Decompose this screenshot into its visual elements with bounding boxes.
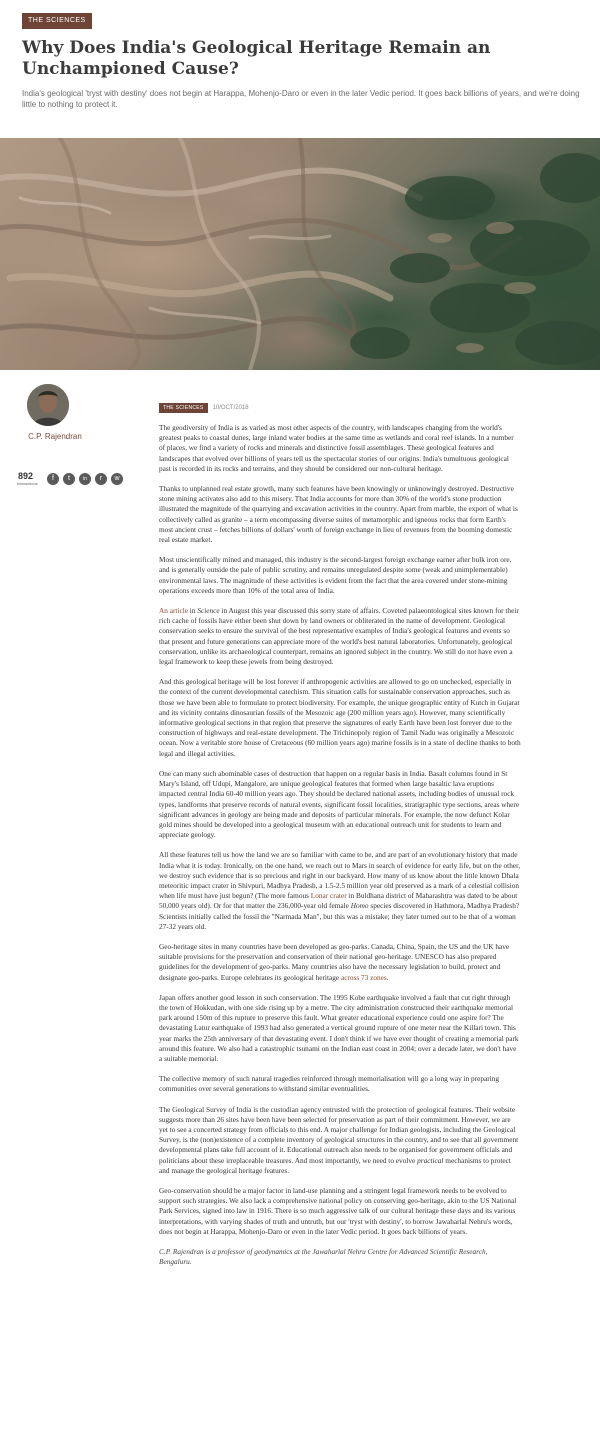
text: in Buldhana district of Maharashtra was dated to be about 50,000 years old). Or for that matter the 236,000-year old female [159, 891, 518, 911]
geoparks-link[interactable]: across 73 zones [340, 972, 387, 982]
share-count: 892 [18, 471, 34, 481]
paragraph [159, 1105, 521, 1176]
share-label: Interactions [17, 481, 38, 486]
linkedin-icon[interactable]: in [79, 473, 91, 485]
lonar-crater-link[interactable]: Lonar crater [310, 891, 347, 901]
article-link[interactable]: An article [159, 606, 188, 616]
emphasis: practical [417, 1155, 444, 1165]
facebook-icon[interactable]: f [47, 473, 59, 485]
emphasis: Science [197, 606, 220, 616]
paragraph: Japan offers another good lesson in such conservation. The 1995 Kobe earthquake involved a fault that cut right through the town of Hokkudan, with one side rising up by a metre. The city administration constructed their earthquake memorial park around 150m of this rupture to preserve this fault. What greater educational experience could one aspire for? The devastating Latur earthquake of 1993 had also generated a vertical ground rupture of one meter near the Killari town. This year marks the 25th anniversary of that devastating event. I don't think if we have ever thought of creating a memorial park around this feature. We also had a catastrophic tsunami on the Indian east coast in 2004; over a decade later, we don't have a suitable memorial. [159, 992, 519, 1063]
author-avatar[interactable] [27, 384, 69, 426]
paragraph [159, 606, 521, 667]
article-title: Why Does India's Geological Heritage Remain an Unchampioned Cause? [22, 38, 491, 79]
publish-date: 10/OCT/2018 [212, 405, 249, 411]
paragraph: Most unscientifically mined and managed, this industry is the second-largest foreign exchange earner after bulk iron ore, and is generally outside the pale of public scrutiny, and remains unregulated despite some (weak and unimplementable) environmental laws. The magnitude of these activities is evident from the fact that the area covered under stone-mining operations exceeds more than 10% of the total area of India. [159, 555, 512, 595]
article-lede: India's geological 'tryst with destiny' does not begin at Harappa, Mohenjo-Daro or even in the later Vedic period. It goes back billions of years, and we're doing little to nothing to protect it. [22, 89, 580, 109]
section-tag[interactable]: THE SCIENCES [22, 13, 92, 29]
text: The Geological Survey of India is the custodian agency entrusted with the protection of geological features. Their website suggests more than 26 sites have been have been selected for preservation as part of their commitment. However, we are yet to see a concerted strategy from officials to this end. A major challenge for Indian geologists, including the Geological Survey, is the (non)existence of a complete inventory of geological structures in the country, and to see that all government developmental plans take full account of it. Educational outreach also needs to be organised for government officials and politicians about these irreplaceable treasures. And most importantly, we need to evolve [159, 1104, 519, 1165]
paragraph: Geo-conservation should be a major factor in land-use planning and a stringent legal framework needs to be evolved to support such strategies. We also lack a comprehensive national policy on conserving geo-heritage, akin to the US National Park Services, signed into law in 1916. There is so much aggressive talk of our cultural heritage these days and its various interpretations, with varying shades of truth and untruth, but our 'tryst with destiny', to borrow Jawaharlal Nehru's words, does not begin at Harappa, Mohenjo-Daro or even in the later Vedic period. It goes back billions of years. [159, 1186, 517, 1236]
text: Geo-heritage sites in many countries have been developed as geo-parks. Canada, China, Spain, the US and the UK have suitable provisions for the preservation and conservation of their national geo-heritage. UNESCO has also prepared guidelines for the development of geo-parks. Many countries also have the necessary legislation to build, protect and designate geo-parks. Europe celebrates its geological heritage [159, 941, 510, 982]
text: in [187, 606, 198, 616]
paragraph: And this geological heritage will be lost forever if anthropogenic activities are allowed to go on unchecked, especially in the context of the current developmental catechism. This situation calls for sustainable conservation approaches, such as those we have been able to formulate to protect biodiversity. For example, the unique geographic entity of Kutch in Gujarat and its vicinity contains dinosaurian fossils of the Mesozoic age (200 million years ago). However, many scientifically informative geological sections in that region that preserve the signatures of early Earth have been lost forever due to the construction of highways and real-estate development. The Trichinopoly region of Tamil Nadu was originally a Mesozoic ocean. Now a veritable store house of Cretaceous (60 million years ago) marine fossils is in a state of decline thanks to both legal and illegal activities. [159, 677, 521, 758]
text: mechanisms to protect and manage the geological heritage features. [159, 1155, 511, 1175]
text: . [386, 972, 389, 982]
emphasis: Homo [350, 901, 369, 911]
deccan-traps-satellite-image [0, 138, 600, 370]
paragraph: One can many such abominable cases of destruction that happen on a regular basis in India. Basalt columns found in St Mary's Island, off Udupi, Mangalore, are unique geological features that formed when large basaltic lava eruptions impacted central India 60-40 million years ago. They should be declared national assets, including bodies of unusual rock types, landforms that preserve records of natural events, significant fossil localities, stratigraphic type sections, areas where significant advances in geology are being made and deposits of particular minerals. For example, the now defunct Kolar gold mines should be developed into a geological museum with an educational outreach unit for students to learn and appreciate geology. [159, 768, 520, 840]
paragraph: The geodiversity of India is as varied as most other aspects of the country, with landscapes changing from the world's greatest peaks to coastal dunes, large inland water bodies at the same time as wetlands and coral reef islands. In a number of places, we find a variety of rocks and minerals and distinctive fossil assemblages. These geological features and landscapes that evolved over billions of years tell us the spectacular stories of our origins. India's tumultuous geological past is recorded in its rocks and terrains, and they should be considered our non-cultural heritage. [159, 423, 514, 473]
paragraph: The collective memory of such natural tragedies reinforced through memorialisation will go a long way in preparing communities over several generations to withstand similar eventualities. [159, 1074, 500, 1094]
text: species discovered in Hathmora, Madhya Pradesh? Scientists initially called the fossil the "Narmada Man", but this was a mistake; they later turned out to be that of a woman 27-32 years old. [159, 901, 520, 931]
reddit-icon[interactable]: r [95, 473, 107, 485]
paragraph [159, 942, 521, 983]
author-photo-icon [27, 384, 69, 426]
article-meta [159, 403, 249, 413]
author-name[interactable]: C.P. Rajendran [28, 432, 82, 441]
meta-section-tag[interactable]: THE SCIENCES [159, 403, 208, 413]
hero-image [0, 138, 600, 370]
paragraph [159, 850, 521, 932]
twitter-icon[interactable]: t [63, 473, 75, 485]
whatsapp-icon[interactable]: w [111, 473, 123, 485]
text: All these features tell us how the land we are so familiar with came to be, and are part of an evolutionary history that made India what it is today. Ironically, on the one hand, we reach out to Mars in search of evidence for early life, but on the other, we destroy such evidence that is so precious and right in our backyard. How many of us know about the little known Dhala meteoritic impact crater in Shivpuri, Madhya Pradesh, a 1.5-2.5 million year old preserved as a mark of a celestial collision when life must have just begun? (The more famous [159, 850, 521, 901]
text: in August this year discussed this sorry state of affairs. Coveted palaeontological sites known for their rich cache of fossils have either been shut down by land owners or obliterated in the name of development. Geological conservation seeks to ensure the survival of the best representative examples of India's geological features and events so that present and future generations can appreciate more of the world's best natural laboratories. Unfortunately, geological conservation, unlike its archaeological counterpart, remains an ignored subject in the country. We still do not have even a legal framework to keep these jewels from being destroyed. [159, 606, 519, 667]
paragraph: Thanks to unplanned real estate growth, many such features have been knowingly or unknowingly destroyed. Destructive stone mining activates also add to this misery. That India accounts for more than 30% of the world's stone production illustrated the magnitude of the quarrying and excavation activities in the country. Apart from marble, the export of what is collectively called as granite – a term encompassing diverse suites of metamorphic and igneous rocks that form Earth's most ancient crust – fetches billions of dollars' worth of foreign exchange in lieu of revenues from the booming domestic real estate market. [159, 484, 518, 545]
author-bio: C.P. Rajendran is a professor of geodynamics at the Jawaharlal Nehru Centre for Advanced Scientific Research, Bengaluru. [159, 1247, 488, 1267]
article-body [159, 423, 521, 1277]
